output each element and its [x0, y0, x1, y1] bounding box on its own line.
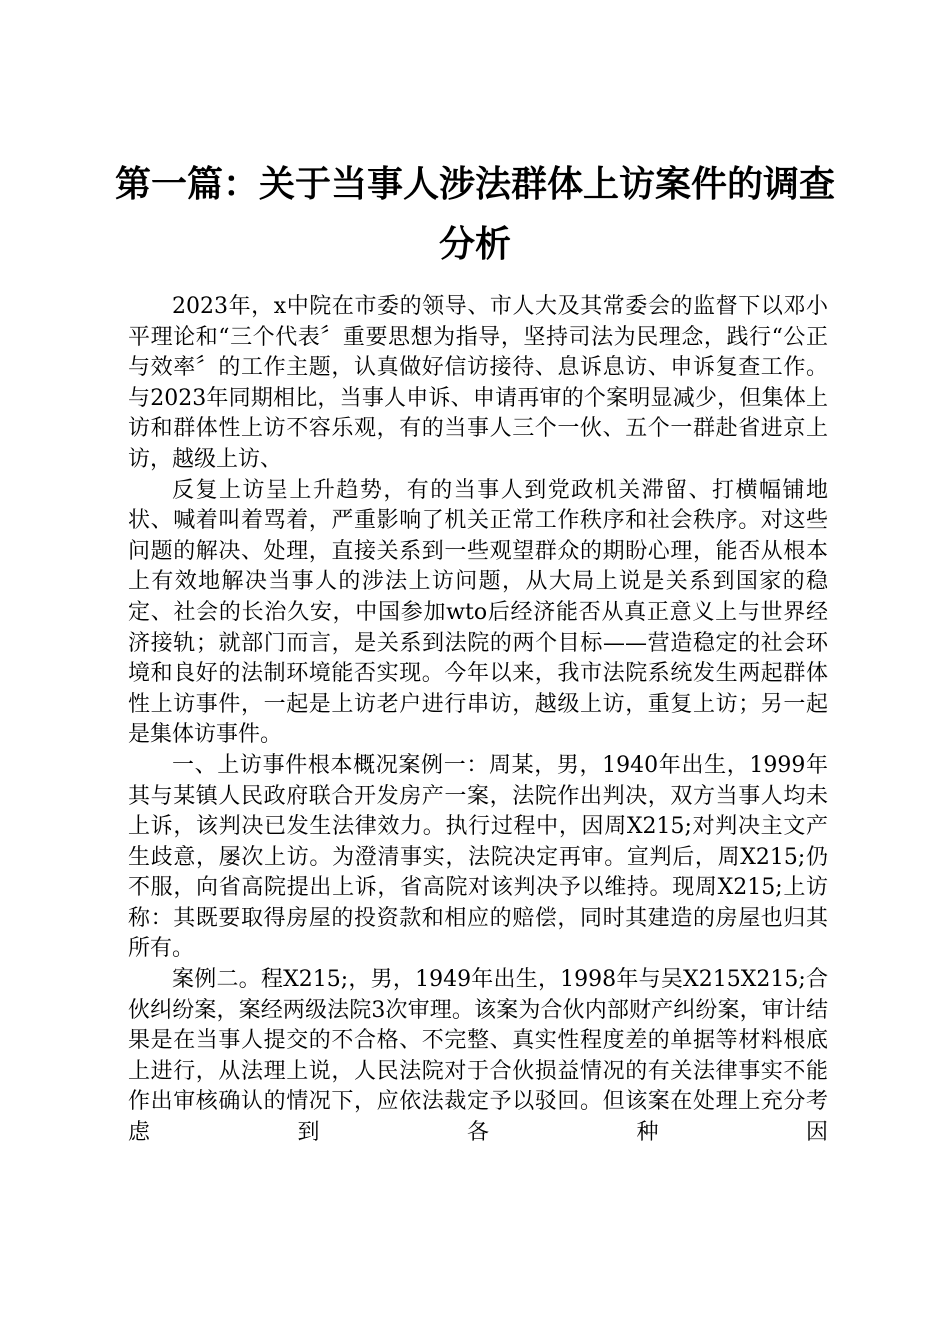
paragraph-3: 一、上访事件根本概况案例一：周某，男，1940年出生，1999年其与某镇人民政府联合开发房产一案，法院作出判决，双方当事人均未上诉，该判决已发生法律效力。执行过程中，因周X215;对判决主文产生歧意，屡次上访。为澄清事实，法院决定再审。宣判后，周X215;仍不服，向省高院提出上诉，省高院对该判决予以维持。现周X215;上访称：其既要取得房屋的投资款和相应的赔偿，同时其建造的房屋也归其所有。	[128, 752, 828, 962]
document-title-line-1: 第一篇：关于当事人涉法群体上访案件的调查	[114, 163, 835, 205]
document-title-line-2: 分析	[438, 223, 511, 265]
paragraph-4: 案例二。程X215;，男，1949年出生，1998年与吴X215X215;合伙纠纷案，案经两级法院3次审理。该案为合伙内部财产纠纷案，审计结果是在当事人提交的不合格、不完整、真实性程度差的单据等材料根底上进行，从法理上说，人民法院对于合伙损益情况的有关法律事实不能作出审核确认的情况下，应依法裁定予以驳回。但该案在处理上充分考虑到各种因	[128, 967, 828, 1146]
paragraph-1: 2023年，x中院在市委的领导、市人大及其常委会的监督下以邓小平理论和“三个代表〞重要思想为指导，坚持司法为民理念，践行“公正与效率〞的工作主题，认真做好信访接待、息诉息访、申诉复查工作。与2023年同期相比，当事人申诉、申请再审的个案明显减少，但集体上访和群体性上访不容乐观，有的当事人三个一伙、五个一群赴省进京上访，越级上访、	[128, 294, 828, 472]
document-body	[128, 292, 828, 1149]
paragraph-2: 反复上访呈上升趋势，有的当事人到党政机关滞留、打横幅铺地状、喊着叫着骂着，严重影响了机关正常工作秩序和社会秩序。对这些问题的解决、处理，直接关系到一些观望群众的期盼心理，能否从根本上有效地解决当事人的涉法上访问题，从大局上说是关系到国家的稳定、社会的长治久安，中国参加wto后经济能否从真正意义上与世界经济接轨；就部门而言，是关系到法院的两个目标——营造稳定的社会环境和良好的法制环境能否实现。今年以来，我市法院系统发生两起群体性上访事件，一起是上访老户进行串访，越级上访，重复上访；另一起是集体访事件。	[128, 477, 828, 748]
